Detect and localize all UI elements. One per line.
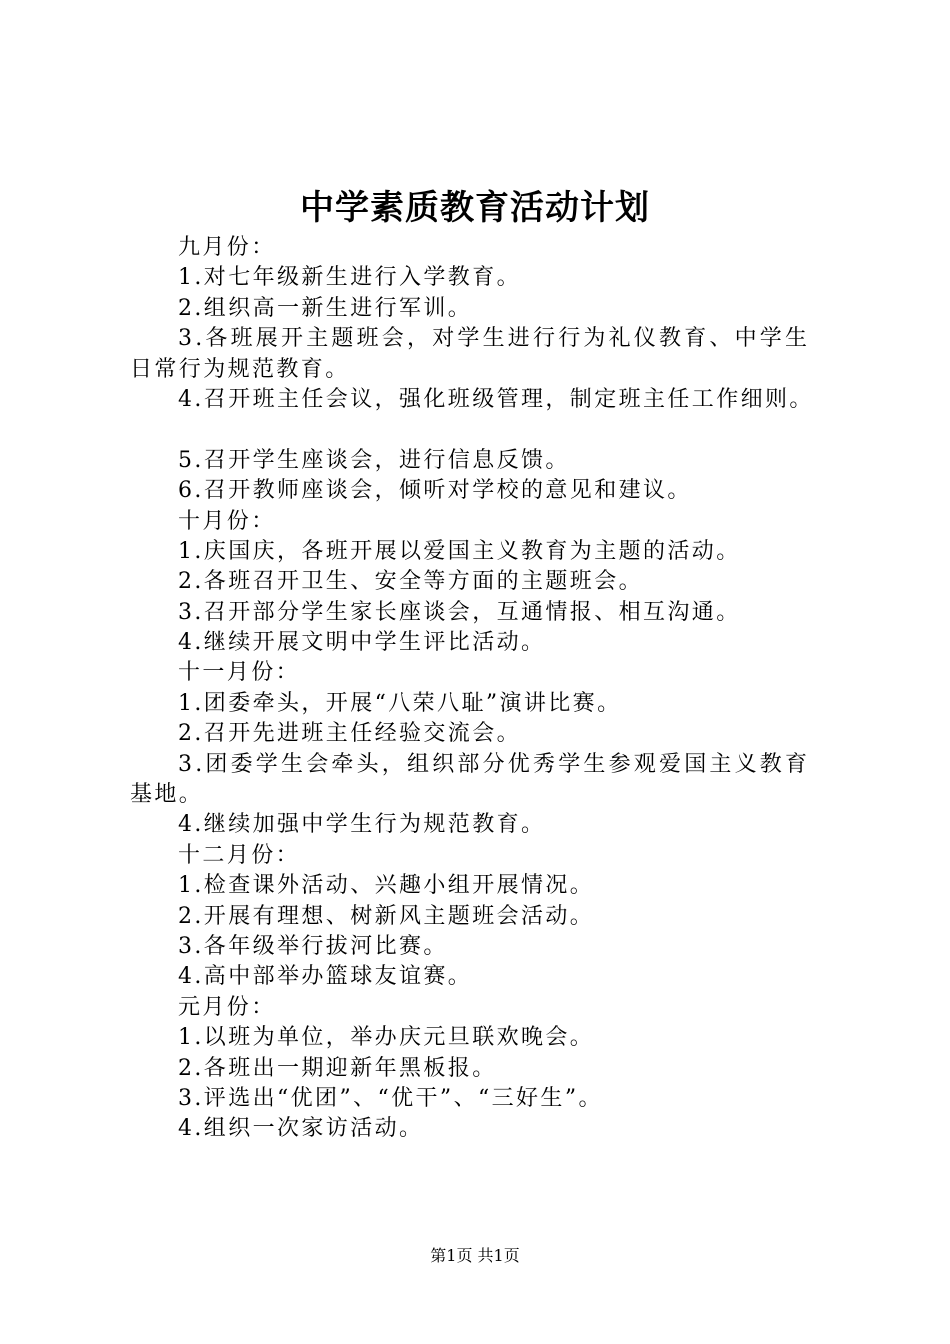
list-item: 5.召开学生座谈会，进行信息反馈。 — [178, 447, 570, 473]
list-item: 3.各年级举行拔河比赛。 — [178, 933, 448, 959]
list-item: 3.评选出“优团”、“优干”、“三好生”。 — [178, 1085, 603, 1111]
list-item: 2.各班召开卫生、安全等方面的主题班会。 — [178, 569, 643, 595]
list-item: 4.继续开展文明中学生评比活动。 — [178, 630, 546, 656]
list-item: 4.高中部举办篮球友谊赛。 — [178, 964, 473, 990]
list-item: 2.召开先进班主任经验交流会。 — [178, 721, 521, 747]
list-item: 1.检查课外活动、兴趣小组开展情况。 — [178, 873, 595, 899]
list-item: 4.组织一次家访活动。 — [178, 1116, 424, 1142]
list-item: 4.继续加强中学生行为规范教育。 — [178, 812, 546, 838]
list-item: 2.组织高一新生进行军训。 — [178, 295, 473, 321]
list-item: 4.召开班主任会议，强化班级管理，制定班主任工作细则。 — [178, 386, 814, 412]
month-heading-january: 元月份： — [178, 994, 276, 1020]
list-item: 3.团委学生会牵头，组织部分优秀学生参观爱国主义教育 — [178, 751, 811, 777]
list-item: 1.庆国庆，各班开展以爱国主义教育为主题的活动。 — [178, 538, 741, 564]
page-footer: 第1页 共1页 — [430, 1246, 520, 1265]
list-item: 2.各班出一期迎新年黑板报。 — [178, 1055, 497, 1081]
list-item: 3.召开部分学生家长座谈会，互通情报、相互沟通。 — [178, 599, 741, 625]
list-item: 1.团委牵头，开展“八荣八耻”演讲比赛。 — [178, 690, 622, 716]
month-heading-december: 十二月份： — [178, 842, 301, 868]
list-item: 1.以班为单位，举办庆元旦联欢晚会。 — [178, 1025, 595, 1051]
blank-line — [130, 415, 850, 445]
list-item-continuation: 基地。 — [130, 782, 204, 808]
month-heading-september: 九月份： — [178, 235, 276, 260]
month-heading-november: 十一月份： — [178, 660, 301, 686]
list-item: 1.对七年级新生进行入学教育。 — [178, 265, 521, 291]
list-item: 6.召开教师座谈会，倾听对学校的意见和建议。 — [178, 478, 692, 504]
page-title: 中学素质教育活动计划 — [300, 188, 650, 228]
list-item: 3.各班展开主题班会，对学生进行行为礼仪教育、中学生 — [178, 326, 811, 352]
month-heading-october: 十月份： — [178, 508, 276, 534]
list-item-continuation: 日常行为规范教育。 — [130, 356, 350, 382]
document-body — [130, 233, 850, 1145]
list-item: 2.开展有理想、树新风主题班会活动。 — [178, 903, 595, 929]
